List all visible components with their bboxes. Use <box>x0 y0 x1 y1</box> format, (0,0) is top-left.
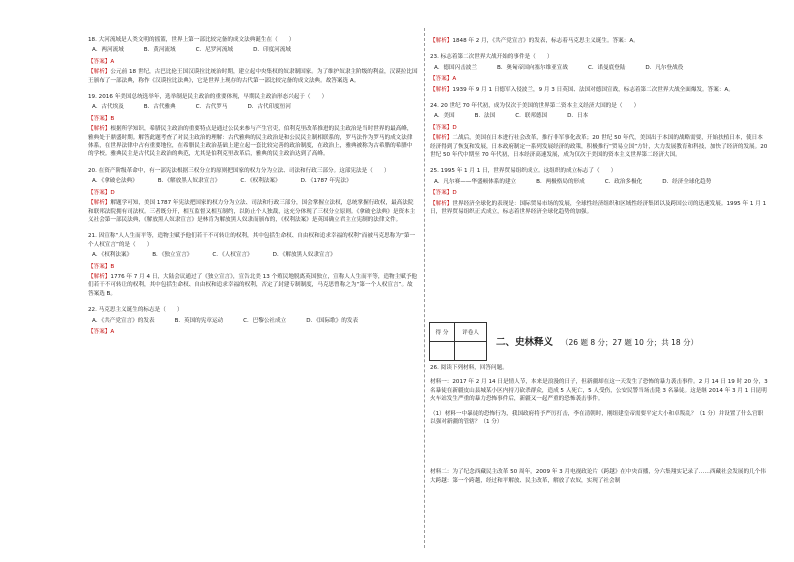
explanation-tag: 【解析】 <box>430 200 453 207</box>
question-text: 20. 在资产阶级革命中，有一部宪法根据三权分立的原则把国家的权力分为立法、司法和行政三部分。这部宪法是（ ） <box>88 167 390 174</box>
explanation <box>88 68 418 85</box>
option: A．《权利法案》 <box>92 252 133 259</box>
material-two: 材料二：为了纪念西藏民主改革 50 周年，2009 年 3 月电视政论片《跨越》在中央首播，分六集翔实记录了……西藏社会发展的几个伟大跨越：第一个跨越，经过和平解放、民主改革，解放了农奴，实现了社会制 <box>430 469 766 484</box>
option: A．德国闪击波兰 <box>434 64 477 71</box>
option: D．日本 <box>567 113 589 120</box>
options <box>434 112 768 120</box>
explanation-text: 二战后，美国在日本进行社会改革，推行非军事化改革；20 世纪 50 年代，美国出于本国的战略需要，开始扶植日本，使日本经济得到了恢复和发展，日本政府制定一系列发展经济的政策，积极推行“贸易立国”方针，大力发展教育和科技，加快了经济的发展。20 世纪 50 年代中期至 70 年代初，日本经济高速发展，成为仅次于美国的资本主义世界第二经济大国。 <box>430 135 768 159</box>
question-block <box>88 93 418 159</box>
option: B．英国的宪章运动 <box>174 317 224 324</box>
question-text: 21. 因宣称“人人生而平等，造物主赋予他们若干不可转让的权利，其中包括生命权、自由权和追求幸福的权利”而被马克思称为“第一个人权宣言”的是（ ） <box>88 233 416 248</box>
option: C．《人权宣言》 <box>212 252 253 259</box>
answer: 【答案】B <box>88 115 115 122</box>
question-text: 19. 2016 年美国总统选举年，选举制是民主政治的重要体现，早期民主政治形态兴起于（ ） <box>88 94 328 101</box>
explanation-tag: 【解析】 <box>88 126 111 133</box>
option: A．两河流域 <box>92 47 124 54</box>
option: B．《解放黑人奴隶宣言》 <box>157 178 221 185</box>
explanation-text: 世界经济全球化的表现是：国际贸易市场的发展，全球性经济组织和区域性经济集团以及跨国公司的迅速发展。1995 年 1 月 1 日，世界贸易组织正式成立，标志着世界经济全球化趋势的加强。 <box>430 200 767 216</box>
explanation <box>88 125 418 159</box>
explanation-text: 解题学可知，美国 1787 年宪法把国家的权力分为立法、司法和行政三部分，国会掌握立法权，总统掌握行政权，最高法院和联邦法院拥有司法权。三者既分开，相互监督又相互制约，以防止个人独裁，这充分体现了三权分立原则。《拿破仑法典》是资本主义社会第一部民法典，《解放黑人奴隶宣言》是林肯为解放黑人奴隶而颁布的，《权利法案》是英国确立君主立宪制的法律文件。 <box>88 200 416 223</box>
explanation-text: 1848 年 2 月，《共产党宣言》的发表，标志着马克思主义诞生。答案：A。 <box>452 38 639 44</box>
option: B．《独立宣言》 <box>152 252 193 259</box>
option: D．印度河流域 <box>253 47 291 54</box>
explanation <box>88 273 418 298</box>
score-cell <box>430 342 455 361</box>
explanation-tag: 【解析】 <box>88 273 111 280</box>
option: A．美国 <box>434 113 455 120</box>
question-stem: 26. 阅读下列材料，回答问题。 <box>430 365 508 371</box>
section-subtitle: （26 题 8 分；27 题 10 分；共 18 分） <box>561 338 699 347</box>
option: D．《1787 年宪法》 <box>300 178 352 185</box>
question-block <box>430 102 768 159</box>
option: D．经济全球化趋势 <box>662 178 712 185</box>
answer: 【答案】A <box>88 328 115 335</box>
section-title <box>496 334 698 348</box>
explanation <box>430 134 768 159</box>
question-block <box>88 232 418 298</box>
option: D．《解放黑人奴隶宣言》 <box>272 252 336 259</box>
options <box>92 46 418 54</box>
option: A．凡尔赛——华盛顿体系的建立 <box>434 178 517 185</box>
answer: 【答案】D <box>88 189 115 196</box>
answer: 【答案】A <box>430 76 457 83</box>
question-text: 25. 1995 年 1 月 1 日，世界贸易组织成立。这组织的成立标志了（ ） <box>430 168 617 175</box>
explanation-tag: 【解析】 <box>430 86 453 93</box>
question-text: 18. 大河流域是人类文明的摇篮，世界上第一部比较完备的成文法典诞生在（ ） <box>88 37 295 43</box>
option: B．两极格局的形成 <box>536 178 585 185</box>
column-divider <box>424 28 425 548</box>
answer: 【答案】A <box>88 58 115 65</box>
explanation <box>430 86 768 94</box>
question-block <box>88 167 418 224</box>
option: D．凡尔登战役 <box>645 64 684 71</box>
option: C．尼罗河流域 <box>195 47 234 54</box>
options <box>92 103 418 111</box>
options <box>92 251 418 259</box>
answer: 【答案】D <box>430 190 457 197</box>
section-title-text: 二、史林释义 <box>496 337 554 348</box>
sub-question: （1）材料一中暴徒的恐怖行为，我国政府将予严厉打击，李在清朝时，刚组建皇帝需要平定大小和卓叛乱？（1 分）并设置了什么官职以强对新疆的管辖？（1 分） <box>430 410 764 426</box>
option: B．法国 <box>474 113 496 120</box>
explanation <box>430 37 768 45</box>
grader-label: 评卷人 <box>455 323 487 342</box>
options <box>92 317 418 325</box>
material-one: 材料一：2017 年 2 月 14 日是情人节，本来是浪漫的日子，但新疆却在这一天发生了恐怖的暴力袭击事件。2 月 14 日 19 时 20 分，3 名暴徒在新疆皮山县城某小区内持刀砍杀群众，造成 5 人死亡，5 人受伤，公安民警当场击毙 3 名暴徒。这是继 2014 年 3 月 1 日昆明火车站发生严重的暴力恐怖事件后，新疆又一起严重的恐怖袭击事件。 <box>430 379 768 403</box>
question-block <box>430 53 768 94</box>
options <box>434 64 768 72</box>
score-box <box>429 322 487 360</box>
explanation-text: 公元前 18 世纪，古巴比伦王国汉谟拉比统治时期，建立起中央集权的奴隶制国家。为了维护奴隶主阶级的利益，汉谟拉比国王颁布了一部法典，称作《汉谟拉比法典》，它是世界上现存的古代第一部比较完备的成文法典。故答案选 A。 <box>88 69 418 84</box>
question-block <box>88 36 418 85</box>
option: A．《共产党宣言》的发表 <box>92 317 155 324</box>
question-text: 23. 标志着第二次世界大战开始的事件是（ ） <box>430 54 553 61</box>
option: C．《权利法案》 <box>240 178 281 185</box>
left-column <box>88 36 418 338</box>
option: D．《国际歌》的发表 <box>306 317 359 324</box>
option: C．政治多极化 <box>604 178 643 185</box>
option: B．黄河流域 <box>143 47 176 54</box>
option: A．古代埃及 <box>92 104 124 111</box>
explanation-tag: 【解析】 <box>430 38 453 44</box>
option: A．《拿破仑法典》 <box>92 178 138 185</box>
answer: 【答案】B <box>88 263 115 270</box>
question-text: 22. 马克思主义诞生的标志是（ ） <box>88 307 183 314</box>
question-block <box>430 167 768 216</box>
question-text: 24. 20 世纪 70 年代初，成为仅次于美国的世界第二资本主义经济大国的是（ ） <box>430 103 640 110</box>
answer: 【答案】D <box>430 124 457 131</box>
options <box>92 177 418 185</box>
question-block <box>88 306 418 336</box>
options <box>434 178 768 186</box>
option: C．古代罗马 <box>195 104 228 111</box>
explanation-text: 1776 年 7 月 4 日，大陆会议通过了《独立宣言》，宣告北美 13 个殖民地脱离英国独立，宣称人人生而平等，造物主赋予他们若干不可转让的权利，其中包括生命权、自由权和追求幸福的权利，否定了封建专制制度，马克思曾称之为“第一个人权宣言”。故答案选 B。 <box>88 273 418 297</box>
explanation <box>430 200 768 217</box>
explanation-tag: 【解析】 <box>88 200 111 207</box>
option: D．古代印度恒河 <box>247 104 291 111</box>
option: C．联邦德国 <box>515 113 548 120</box>
explanation <box>88 199 418 224</box>
score-table <box>429 322 487 361</box>
option: B．奥匈帝国向塞尔维亚宣战 <box>496 64 568 71</box>
explanation-tag: 【解析】 <box>88 69 111 76</box>
grader-cell <box>455 342 487 361</box>
right-column <box>430 36 768 225</box>
score-label: 得 分 <box>430 323 455 342</box>
explanation-text: 1939 年 9 月 1 日德军入侵波兰，9 月 3 日英国、法国对德国宣战，标志着第二次世界大战全面爆发。答案：A。 <box>452 86 734 93</box>
explanation-text: 根据所学知识，希腊民主政治的重要特点是通过公民来参与产生官吏，伯利克里改革推进的民主政治是当时世界的最高峰，雅典处于鼎盛时期。解答此题考查了对民主政治的理解：古代雅典的民主政治是和公民民主制相联系的，罗马法作为罗马的成文法律体系，在世界法律中占有重要地位，在希腊民主政治基础上建立起一套比较完善的政治制度，在政治上，雅典被称为古希腊的希腊中的学校。雅典民主是古代民主政治的典范，尤其是伯利克里改革后，雅典的民主政治达到了高峰。 <box>88 126 413 158</box>
option: B．古代雅典 <box>143 104 176 111</box>
option: C．诺曼底登陆 <box>587 64 626 71</box>
explanation-tag: 【解析】 <box>430 135 453 142</box>
question-26 <box>430 364 768 485</box>
option: C．巴黎公社成立 <box>243 317 287 324</box>
